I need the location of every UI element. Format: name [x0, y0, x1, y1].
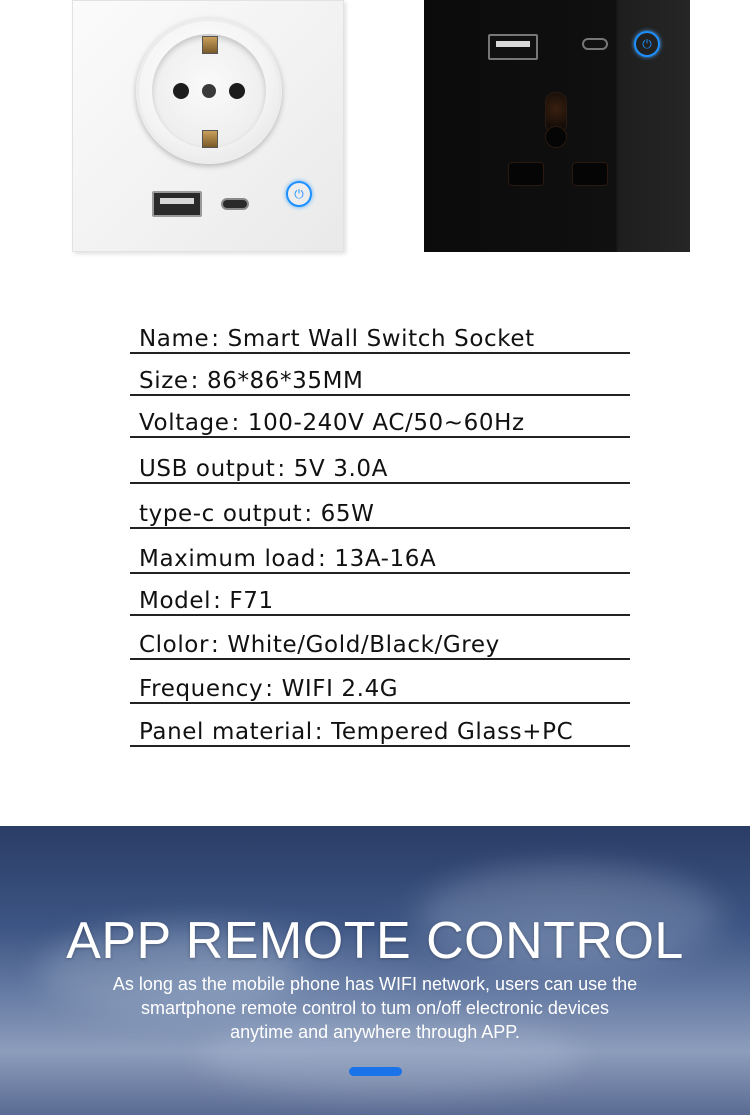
spec-row: Panel material: Tempered Glass+PC [130, 715, 630, 747]
usb-c-port-icon [221, 198, 249, 210]
usb-c-port-icon [582, 38, 608, 50]
spec-row: type-c output: 65W [130, 497, 630, 529]
spec-row: Maximum load: 13A-16A [130, 542, 630, 574]
spec-row: USB output: 5V 3.0A [130, 452, 630, 484]
schuko-socket [136, 18, 282, 164]
power-icon: ⏻ [286, 181, 312, 207]
socket-hole-left [173, 83, 189, 99]
banner-description: As long as the mobile phone has WIFI network, users can use the smartphone remote control to tum on/off electronic devices anytime and anywhere through APP. [112, 974, 638, 1042]
carousel-indicator[interactable] [349, 1067, 402, 1076]
banner-title: APP REMOTE CONTROL [66, 912, 684, 970]
spec-row: Name: Smart Wall Switch Socket [130, 322, 630, 354]
usb-a-port-icon [152, 191, 202, 217]
spec-row: Voltage: 100-240V AC/50~60Hz [130, 406, 630, 438]
spec-row: Model: F71 [130, 584, 630, 616]
spec-row: Size: 86*86*35MM [130, 364, 630, 396]
spec-row: Frequency: WIFI 2.4G [130, 672, 630, 704]
spec-row: Clolor: White/Gold/Black/Grey [130, 628, 630, 660]
socket-hole-right [229, 83, 245, 99]
power-icon: ⏻ [634, 31, 660, 57]
black-socket-panel-image [424, 0, 690, 252]
white-socket-panel-image [72, 0, 344, 252]
usb-a-port-icon [488, 34, 538, 60]
